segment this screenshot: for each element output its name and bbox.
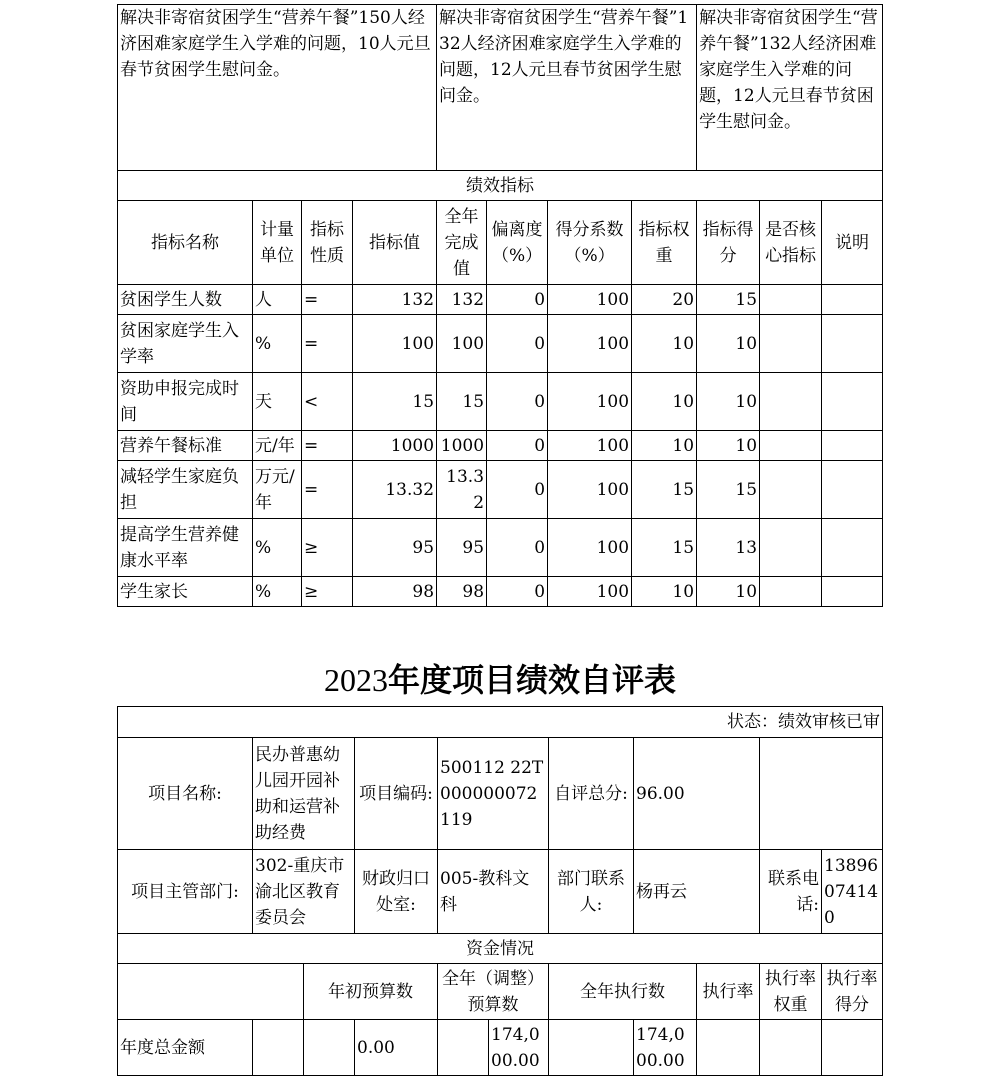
perf-header-note: 说明 bbox=[822, 201, 883, 285]
form-title-year: 2023 bbox=[323, 662, 388, 698]
table-row bbox=[118, 315, 883, 373]
indicator-nature: < bbox=[302, 373, 353, 431]
indicator-coef: 100 bbox=[548, 431, 632, 461]
indicator-target: 1000 bbox=[353, 431, 437, 461]
perf-header-nature: 指标性质 bbox=[302, 201, 353, 285]
indicator-actual: 100 bbox=[437, 315, 487, 373]
perf-header-row bbox=[118, 201, 883, 285]
indicator-name: 营养午餐标准 bbox=[118, 431, 253, 461]
indicator-nature: = bbox=[302, 315, 353, 373]
perf-header-core: 是否核心指标 bbox=[760, 201, 822, 285]
indicator-target: 98 bbox=[353, 577, 437, 607]
finance-office-label: 财政归口处室: bbox=[355, 850, 438, 934]
indicator-name: 提高学生营养健康水平率 bbox=[118, 519, 253, 577]
indicator-target: 95 bbox=[353, 519, 437, 577]
blank-cell bbox=[697, 1020, 760, 1076]
funds-section-header: 资金情况 bbox=[118, 934, 883, 964]
indicator-weight: 15 bbox=[632, 519, 697, 577]
project-code-value: 500112 22T000000072119 bbox=[438, 738, 549, 850]
indicator-coef: 100 bbox=[548, 373, 632, 431]
funds-header-initial: 年初预算数 bbox=[304, 964, 438, 1020]
indicator-target: 15 bbox=[353, 373, 437, 431]
indicator-nature: = bbox=[302, 285, 353, 315]
indicator-score: 10 bbox=[697, 373, 760, 431]
goal-cell-2: 解决非寄宿贫困学生“营养午餐”132人经济困难家庭学生入学难的问题，12人元旦春节贫困学生慰问金。 bbox=[437, 5, 697, 171]
perf-header-coef: 得分系数（%） bbox=[548, 201, 632, 285]
indicator-score: 10 bbox=[697, 577, 760, 607]
indicator-target: 100 bbox=[353, 315, 437, 373]
goal-cell-3: 解决非寄宿贫困学生“营养午餐”132人经济困难家庭学生入学难的问题，12人元旦春节贫困学生慰问金。 bbox=[697, 5, 883, 171]
indicator-actual: 15 bbox=[437, 373, 487, 431]
performance-table bbox=[117, 4, 883, 607]
phone-label: 联系电话: bbox=[760, 850, 822, 934]
blank-cell bbox=[549, 1020, 634, 1076]
indicator-weight: 15 bbox=[632, 461, 697, 519]
indicator-note bbox=[822, 373, 883, 431]
indicator-name: 贫困家庭学生入学率 bbox=[118, 315, 253, 373]
blank-cell bbox=[304, 1020, 355, 1076]
indicator-deviation: 0 bbox=[487, 373, 548, 431]
funds-header-rate-score: 执行率得分 bbox=[822, 964, 883, 1020]
table-row bbox=[118, 373, 883, 431]
indicator-score: 15 bbox=[697, 285, 760, 315]
indicator-core bbox=[760, 285, 822, 315]
funds-header-rate-weight: 执行率权重 bbox=[760, 964, 822, 1020]
blank-cell bbox=[760, 1020, 822, 1076]
indicator-unit: 万元/年 bbox=[253, 461, 302, 519]
funds-adjusted-value: 174,000.00 bbox=[489, 1020, 549, 1076]
table-row bbox=[118, 285, 883, 315]
indicator-deviation: 0 bbox=[487, 431, 548, 461]
funds-header-rate: 执行率 bbox=[697, 964, 760, 1020]
indicator-core bbox=[760, 519, 822, 577]
indicator-weight: 10 bbox=[632, 373, 697, 431]
status-label: 状态：绩效审核已审 bbox=[118, 707, 883, 738]
indicator-deviation: 0 bbox=[487, 315, 548, 373]
indicator-core bbox=[760, 461, 822, 519]
finance-office-value: 005-教科文科 bbox=[438, 850, 549, 934]
indicator-actual: 132 bbox=[437, 285, 487, 315]
indicator-name: 资助申报完成时间 bbox=[118, 373, 253, 431]
perf-header-actual: 全年完成值 bbox=[437, 201, 487, 285]
indicator-deviation: 0 bbox=[487, 461, 548, 519]
indicator-core bbox=[760, 431, 822, 461]
self-score-label: 自评总分: bbox=[549, 738, 634, 850]
blank-cell bbox=[438, 1020, 489, 1076]
contact-value: 杨再云 bbox=[634, 850, 760, 934]
indicator-nature: ≥ bbox=[302, 577, 353, 607]
indicator-score: 15 bbox=[697, 461, 760, 519]
indicator-weight: 10 bbox=[632, 577, 697, 607]
indicator-score: 10 bbox=[697, 315, 760, 373]
indicator-core bbox=[760, 373, 822, 431]
form-title-text: 年度项目绩效自评表 bbox=[387, 661, 676, 699]
funds-header-adjusted: 全年（调整）预算数 bbox=[438, 964, 549, 1020]
indicator-deviation: 0 bbox=[487, 519, 548, 577]
indicator-weight: 10 bbox=[632, 431, 697, 461]
indicator-target: 13.32 bbox=[353, 461, 437, 519]
table-row bbox=[118, 1020, 883, 1076]
perf-header-score: 指标得分 bbox=[697, 201, 760, 285]
indicator-note bbox=[822, 315, 883, 373]
indicator-core bbox=[760, 315, 822, 373]
indicator-actual: 98 bbox=[437, 577, 487, 607]
perf-header-target: 指标值 bbox=[353, 201, 437, 285]
indicator-weight: 20 bbox=[632, 285, 697, 315]
indicator-coef: 100 bbox=[548, 577, 632, 607]
blank-cell bbox=[118, 964, 304, 1020]
indicator-unit: % bbox=[253, 577, 302, 607]
indicator-unit: % bbox=[253, 519, 302, 577]
indicator-name: 减轻学生家庭负担 bbox=[118, 461, 253, 519]
perf-header-deviation: 偏离度（%） bbox=[487, 201, 548, 285]
perf-section-header: 绩效指标 bbox=[118, 171, 883, 201]
table-row bbox=[118, 461, 883, 519]
perf-header-unit: 计量单位 bbox=[253, 201, 302, 285]
indicator-coef: 100 bbox=[548, 461, 632, 519]
indicator-nature: = bbox=[302, 461, 353, 519]
indicator-nature: ≥ bbox=[302, 519, 353, 577]
indicator-note bbox=[822, 431, 883, 461]
table-row bbox=[118, 519, 883, 577]
indicator-score: 10 bbox=[697, 431, 760, 461]
indicator-note bbox=[822, 461, 883, 519]
indicator-actual: 95 bbox=[437, 519, 487, 577]
blank-cell bbox=[822, 1020, 883, 1076]
dept-label: 项目主管部门: bbox=[118, 850, 253, 934]
form-title bbox=[0, 658, 1000, 702]
table-row bbox=[118, 431, 883, 461]
indicator-unit: % bbox=[253, 315, 302, 373]
indicator-deviation: 0 bbox=[487, 577, 548, 607]
project-code-label: 项目编码: bbox=[355, 738, 438, 850]
funds-header-row bbox=[118, 964, 883, 1020]
blank-cell bbox=[253, 1020, 304, 1076]
indicator-unit: 天 bbox=[253, 373, 302, 431]
perf-header-name: 指标名称 bbox=[118, 201, 253, 285]
indicator-nature: = bbox=[302, 431, 353, 461]
phone-value: 13896074140 bbox=[822, 850, 883, 934]
indicator-note bbox=[822, 285, 883, 315]
funds-initial-value: 0.00 bbox=[355, 1020, 438, 1076]
indicator-name: 贫困学生人数 bbox=[118, 285, 253, 315]
table-row bbox=[118, 577, 883, 607]
contact-label: 部门联系人: bbox=[549, 850, 634, 934]
project-name-label: 项目名称: bbox=[118, 738, 253, 850]
indicator-actual: 1000 bbox=[437, 431, 487, 461]
indicator-target: 132 bbox=[353, 285, 437, 315]
funds-row-label: 年度总金额 bbox=[118, 1020, 253, 1076]
indicator-actual: 13.32 bbox=[437, 461, 487, 519]
funds-header-executed: 全年执行数 bbox=[549, 964, 697, 1020]
blank-cell bbox=[760, 738, 883, 850]
funds-executed-value: 174,000.00 bbox=[634, 1020, 697, 1076]
dept-value: 302-重庆市渝北区教育委员会 bbox=[253, 850, 355, 934]
indicator-deviation: 0 bbox=[487, 285, 548, 315]
indicator-note bbox=[822, 577, 883, 607]
goal-cell-1: 解决非寄宿贫困学生“营养午餐”150人经济困难家庭学生入学难的问题，10人元旦春节贫困学生慰问金。 bbox=[118, 5, 437, 171]
project-name-value: 民办普惠幼儿园开园补助和运营补助经费 bbox=[253, 738, 355, 850]
indicator-score: 13 bbox=[697, 519, 760, 577]
self-evaluation-table bbox=[117, 706, 883, 1076]
indicator-weight: 10 bbox=[632, 315, 697, 373]
self-score-value: 96.00 bbox=[634, 738, 760, 850]
indicator-coef: 100 bbox=[548, 285, 632, 315]
indicator-name: 学生家长 bbox=[118, 577, 253, 607]
indicator-unit: 元/年 bbox=[253, 431, 302, 461]
perf-header-weight: 指标权重 bbox=[632, 201, 697, 285]
indicator-coef: 100 bbox=[548, 315, 632, 373]
indicator-unit: 人 bbox=[253, 285, 302, 315]
indicator-core bbox=[760, 577, 822, 607]
indicator-coef: 100 bbox=[548, 519, 632, 577]
indicator-note bbox=[822, 519, 883, 577]
